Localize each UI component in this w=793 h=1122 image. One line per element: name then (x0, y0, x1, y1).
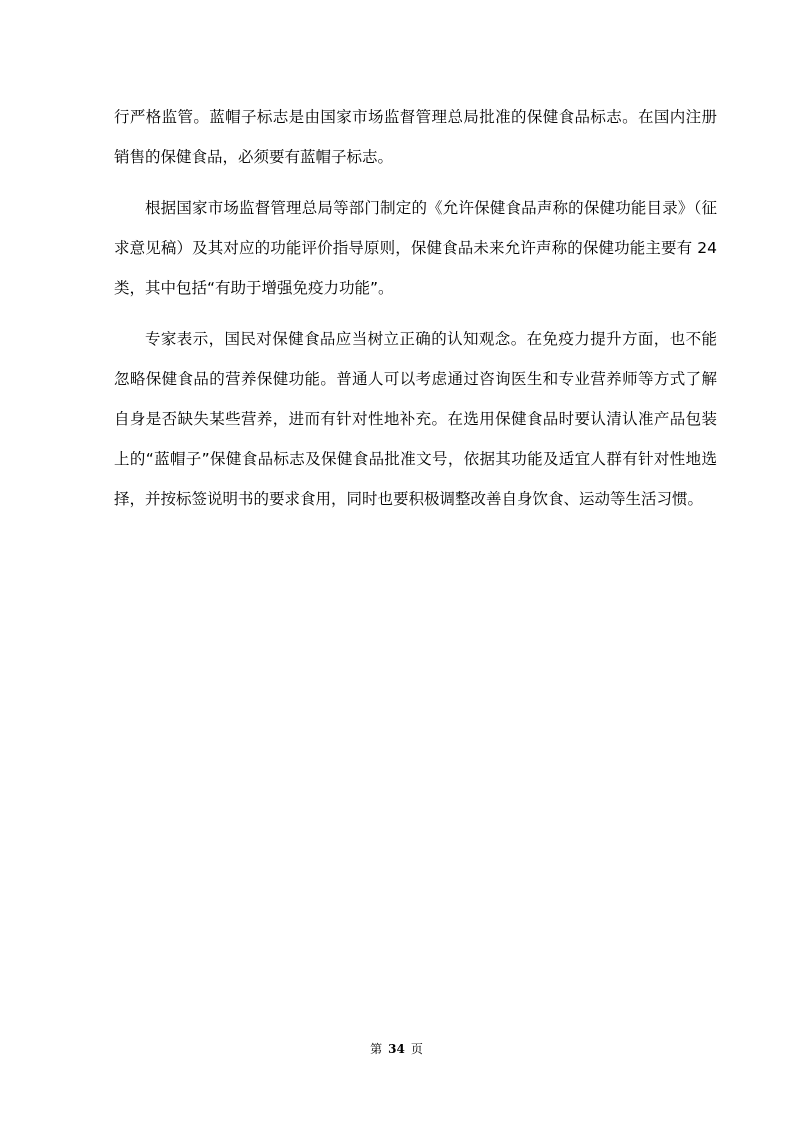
page-label-suffix: 页 (410, 1042, 423, 1056)
page-footer (0, 1041, 793, 1057)
paragraph-continuation: 行严格监管。蓝帽子标志是由国家市场监督管理总局批准的保健食品标志。在国内注册销售的保健食品，必须要有蓝帽子标志。 (114, 108, 717, 166)
document-body (114, 97, 717, 519)
page-number: 34 (388, 1042, 405, 1056)
paragraph-expert-advice: 专家表示，国民对保健食品应当树立正确的认知观念。在免疫力提升方面，也不能忽略保健食品的营养保健功能。普通人可以考虑通过咨询医生和专业营养师等方式了解自身是否缺失某些营养，进而有针对性地补充。在选用保健食品时要认清认准产品包装上的“蓝帽子”保健食品标志及保健食品批准文号，依据其功能及适宜人群有针对性地选择，并按标签说明书的要求食用，同时也要积极调整改善自身饮食、运动等生活习惯。 (114, 330, 717, 508)
page-label-prefix: 第 (370, 1042, 383, 1056)
paragraph-health-claims: 根据国家市场监督管理总局等部门制定的《允许保健食品声称的保健功能目录》（征求意见稿）及其对应的功能评价指导原则，保健食品未来允许声称的保健功能主要有 24 类，其中包括“有助于增强免疫力功能”。 (114, 199, 717, 297)
